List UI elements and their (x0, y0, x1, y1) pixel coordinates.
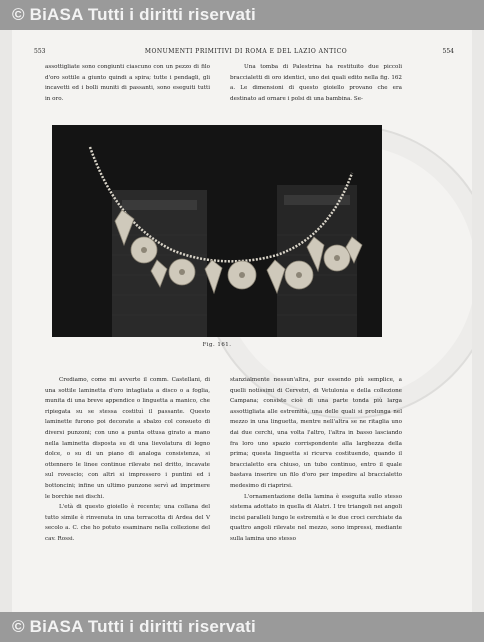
necklace-photo (52, 125, 382, 337)
watermark-top: © BiASA Tutti i diritti riservati (0, 0, 484, 30)
text-column-left-top (45, 62, 210, 104)
page-number-left: 553 (34, 48, 46, 55)
text-column-right-top (230, 62, 402, 104)
necklace-illustration (52, 125, 382, 337)
figure-caption: Fig. 161. (202, 342, 232, 348)
paragraph: stanzialmente nessun'altra, pur essendo più semplice, a quelli notissimi di Cervetri, di Vetulonia e della collezione Campana; consiste cioè di una parte tonda più larga assottigliata alle estremità, una delle quali si prolunga nel mezzo in una linguetta, mentre nell'altra se ne ritaglia uno dai due cerchi, una volta l'altro, l'altra in basso lasciando fra loro uno spazio corrispondente alla larghezza della prima; questa linguetta si ricurva costituendo, quando il braccialetto era chiuso, un tubo continuo, entro il quale bastava inserire un filo d'oro per impedire al braccialetto medesimo di riaprirsi. (230, 377, 402, 489)
paragraph: L'età di questo gioiello è recente; una collana del tutto simile è rinvenuta in una terracotta di Ardea del V secolo a. C. che ho potuto esaminare nella collezione del cav. Rossi. (45, 504, 210, 542)
watermark-bottom: © BiASA Tutti i diritti riservati (0, 612, 484, 642)
paragraph: Crediamo, come mi avverte il comm. Castellani, di una sottile laminetta d'oro intagliata a disco o a foglia, munita di una breve appendice o linguetta a manico, che ripiegata su se stessa costituì il passante. Questo laminette furono poi decorate a sbalzo col consueto di diversi punzoni; con uno a punta ottusa girato a mano nella laminetta disposta su di una lievolatura di legno dolce, o su di un piano di analoga consistenza, si ottennero le linee continue rilevate nel dritto, incavate sul rovescio; con altri si impressero i puntini ed i bottoncini; infine un ultimo punzone servì ad imprimere le borchie nei dischi. (45, 377, 210, 500)
paragraph: L'ornamentazione della lamina è eseguita sullo stesso sistema adottato in quella di Alatri. I tre triangoli nei angoli incisi paralleli lungo le estremità e le due croci cerchiate da quattro angoli rilevate nel mezzo, sono impressi, mediante sulla lamina uno stesso (230, 493, 402, 542)
text-column-left-bottom (45, 375, 210, 545)
text-column-right-bottom (230, 375, 402, 545)
running-title: MONUMENTI PRIMITIVI DI ROMA E DEL LAZIO ANTICO (144, 48, 348, 55)
page-number-right: 554 (442, 48, 454, 55)
paragraph: Una tomba di Palestrina ha restituito due piccoli braccialetti di oro identici, uno dei quali edito nella fig. 162 a. Le dimensioni di questo gioiello provano che era destinato ad ornare i polsi di una bambina. Se- (230, 64, 402, 102)
document-page (12, 30, 472, 612)
paragraph: assottigliate sono congiunti ciascuno con un pezzo di filo d'oro sottile a giunto quindi a spira; tutte i pendagli, gli incavetti ed i bolli muniti di passanti, sono eseguiti tutti in oro. (45, 64, 210, 102)
